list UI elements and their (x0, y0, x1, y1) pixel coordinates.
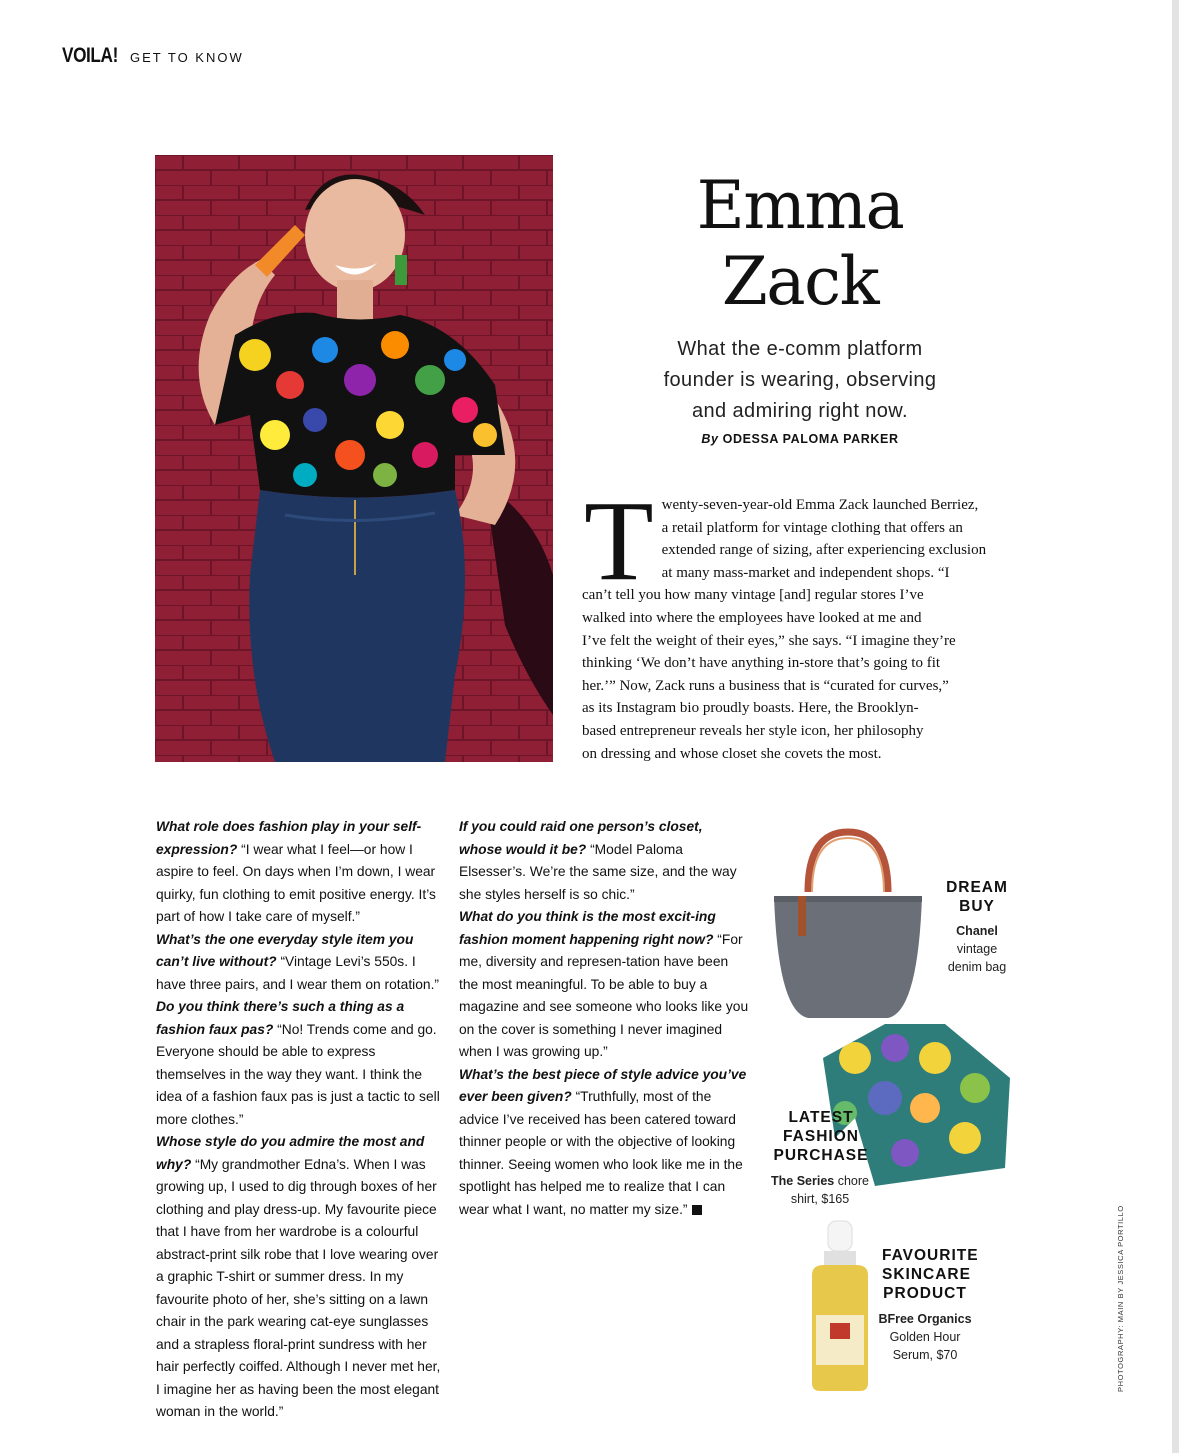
denim-bag-image (768, 822, 928, 1022)
label-line: DREAM (946, 879, 1008, 896)
caption-line: denim bag (947, 960, 1007, 974)
intro-line: I’ve felt the weight of their eyes,” she says. “I imagine they’re (582, 632, 956, 649)
intro-line: walked into where the employees have looked at me and (582, 609, 922, 626)
label-line: PRODUCT (883, 1285, 967, 1302)
dek-line: and admiring right now. (692, 400, 908, 422)
intro-paragraph (582, 477, 1032, 765)
intro-line: thinking ‘We don’t have anything in-store that’s going to fit (582, 655, 941, 672)
byline-prefix: By (701, 432, 719, 446)
dek-line: What the e-comm platform (677, 338, 923, 360)
intro-line: based entrepreneur reveals her style icon, her philosophy (582, 722, 924, 739)
article-dek (620, 334, 980, 427)
title-line: Zack (721, 243, 879, 320)
question: What’s the best piece of style advice you’ve ever been given? (459, 1066, 747, 1104)
dek-line: founder is wearing, observing (663, 369, 937, 391)
answer: “Model Paloma Elsesser’s. We’re the same size, and the way she styles herself is so chic.” (459, 841, 737, 902)
intro-line: on dressing and whose closet she covets the most. (582, 745, 882, 762)
intro-line: wenty-seven-year-old Emma Zack launched Berriez, (661, 497, 979, 513)
byline (620, 432, 980, 446)
caption-line: Golden Hour (889, 1330, 961, 1344)
intro-line: her.’” Now, Zack runs a business that is “curated for curves,” (582, 677, 949, 694)
answer: “No! Trends come and go. Everyone should be able to express themselves in the way they want. I think the idea of a fashion faux pas is just a tactic to sell more clothes.” (156, 1021, 440, 1127)
question: What’s the one everyday style item you can’t live without? (156, 931, 414, 969)
qa-column-1 (156, 816, 446, 1424)
magazine-logo: VOILA! (62, 44, 118, 67)
label-line: BUY (959, 898, 995, 915)
product-brand: The Series (771, 1174, 835, 1188)
article-title (640, 168, 960, 320)
photo-credit: PHOTOGRAPHY: MAIN BY JESSICA PORTILLO (1116, 1205, 1125, 1392)
skincare-label (882, 1246, 979, 1303)
caption-line: vintage (956, 942, 998, 956)
intro-line: as its Instagram bio proudly boasts. Here, the Brooklyn- (582, 700, 919, 717)
serum-bottle-image (800, 1215, 880, 1395)
caption-text: chore (834, 1174, 869, 1188)
product-brand: BFree Organics (878, 1312, 972, 1326)
label-line: SKINCARE (882, 1266, 971, 1283)
question: Whose style do you admire the most and why? (156, 1134, 425, 1172)
question: If you could raid one person’s closet, whose would it be? (459, 819, 703, 857)
byline-author: ODESSA PALOMA PARKER (722, 432, 899, 446)
page-edge (1172, 0, 1179, 1453)
qa-column-2 (459, 816, 749, 1221)
latest-purchase-label (762, 1108, 880, 1165)
skincare-caption (870, 1310, 980, 1364)
label-line: PURCHASE (773, 1147, 869, 1164)
latest-purchase-caption (755, 1172, 885, 1208)
product-brand: Chanel (956, 924, 998, 938)
label-line: LATEST (788, 1109, 854, 1126)
dream-buy-label (935, 878, 1019, 916)
portrait-illustration (155, 155, 553, 762)
intro-line: a retail platform for vintage clothing that offers an (661, 519, 963, 536)
page-header (62, 44, 244, 68)
hero-photo (155, 155, 553, 762)
answer: “For me, diversity and represen-tation have been the most meaningful. To be able to buy a magazine and see someone who looks like you on the cover is something I never imagined when I was growing up.” (459, 931, 749, 1059)
end-mark-icon (692, 1205, 702, 1215)
answer: “Truthfully, most of the advice I’ve received has been catered toward thinner people or with the objective of looking thinner. Seeing women who look like me in the spotlight has helped me to realize that I can wear what I want, no matter my size.” (459, 1089, 743, 1217)
answer: “Vintage Levi’s 550s. I have three pairs, and I wear them on rotation.” (156, 954, 439, 992)
title-line: Emma (696, 167, 904, 244)
question: What do you think is the most excit-ing fashion moment happening right now? (459, 909, 716, 947)
section-label: GET TO KNOW (130, 50, 244, 65)
label-line: FASHION (783, 1128, 859, 1145)
answer: “I wear what I feel—or how I aspire to feel. On days when I’m down, I wear quirky, fun clothing to emit positive energy. It’s part of how I take care of myself.” (156, 841, 436, 924)
intro-line: extended range of sizing, after experiencing exclusion (661, 542, 987, 559)
intro-line: can’t tell you how many vintage [and] regular stores I’ve (582, 587, 924, 604)
dream-buy-caption (930, 922, 1024, 976)
question: What role does fashion play in your self-expression? (156, 819, 422, 857)
drop-cap: T (584, 477, 654, 604)
intro-line: at many mass-market and independent shops. “I (661, 564, 950, 581)
question: Do you think there’s such a thing as a fashion faux pas? (156, 999, 405, 1037)
answer: “My grandmother Edna’s. When I was growing up, I used to dig through boxes of her clothing and play dress-up. My favourite piece that I have from her wardrobe is a colourful abstract-print silk robe that I love wearing over a graphic T-shirt or summer dress. In my favourite photo of her, she’s sitting on a lawn chair in the park wearing cat-eye sunglasses and a strapless floral-print sundress with her hair perfectly coiffed. Although I never met her, I imagine her as having been the most elegant woman in the world.” (156, 1156, 441, 1419)
label-line: FAVOURITE (882, 1247, 979, 1264)
caption-line: Serum, $70 (892, 1348, 958, 1362)
caption-line: shirt, $165 (790, 1192, 850, 1206)
